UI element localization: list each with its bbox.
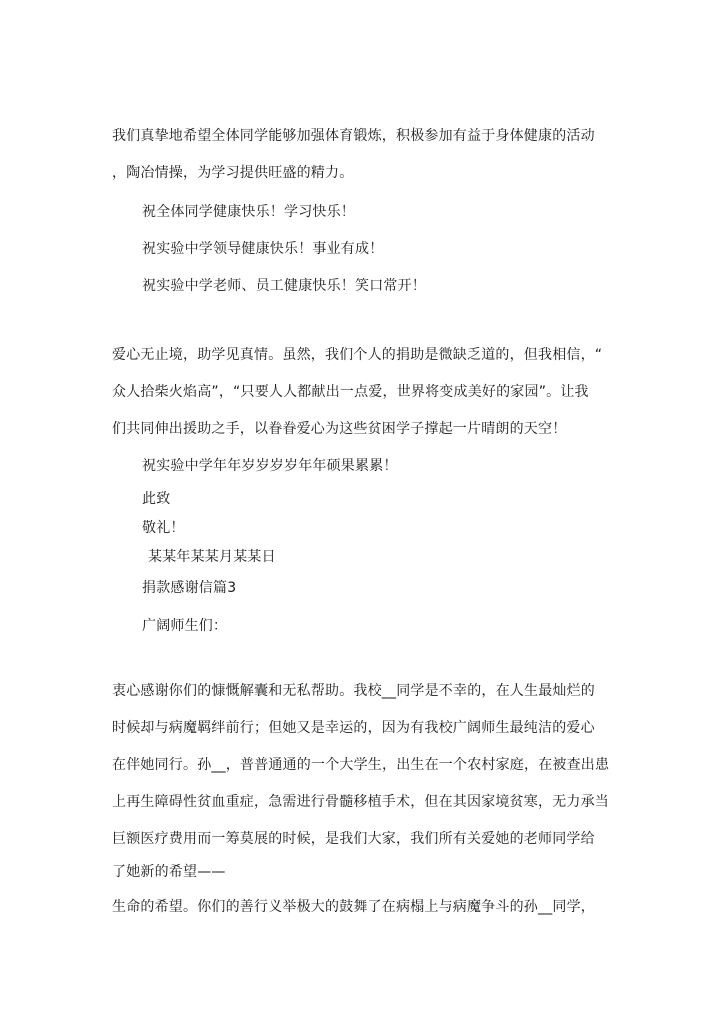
paragraph-line: 衷心感谢你们的慷慨解囊和无私帮助。我校__同学是不幸的，在人生最灿烂的 xyxy=(112,683,595,699)
paragraph-line: 我们真挚地希望全体同学能够加强体育锻炼，积极参加有益于身体健康的活动 xyxy=(112,128,595,144)
paragraph-line: 生命的希望。你们的善行义举极大的鼓舞了在病榻上与病魔争斗的孙__同学， xyxy=(112,899,595,915)
section-title: 捐款感谢信篇3 xyxy=(142,580,237,596)
paragraph-line: 在伴她同行。孙__，普普通通的一个大学生，出生在一个农村家庭，在被查出患 xyxy=(112,757,610,773)
wish-line: 祝全体同学健康快乐！学习快乐！ xyxy=(142,204,355,220)
closing-line: 敬礼！ xyxy=(142,520,185,536)
paragraph-line: 时候却与病魔羁绊前行；但她又是幸运的，因为有我校广阔师生最纯洁的爱心 xyxy=(112,720,595,736)
wish-line: 祝实验中学老师、员工健康快乐！笑口常开！ xyxy=(142,278,426,294)
date-line: 某某年某某月某某日 xyxy=(148,549,276,565)
paragraph-line: 了她新的希望—— xyxy=(112,864,226,880)
paragraph-line: ，陶冶情操，为学习提供旺盛的精力。 xyxy=(112,165,354,181)
salutation: 广阔师生们： xyxy=(142,618,228,634)
wish-line: 祝实验中学年年岁岁岁岁年年硕果累累！ xyxy=(142,458,398,474)
paragraph-line: 众人拾柴火焰高”，“只要人人都献出一点爱，世界将变成美好的家园”。让我 xyxy=(112,384,589,400)
paragraph-line: 爱心无止境，助学见真情。虽然，我们个人的捐助是微缺乏道的，但我相信，“ xyxy=(112,347,603,363)
paragraph-line: 上再生障碍性贫血重症，急需进行骨髓移植手术，但在其因家境贫寒，无力承当 xyxy=(112,794,609,810)
paragraph-line: 巨额医疗费用而一筹莫展的时候，是我们大家，我们所有关爱她的老师同学给 xyxy=(112,831,595,847)
paragraph-line: 们共同伸出援助之手，以眷眷爱心为这些贫困学子撑起一片晴朗的天空！ xyxy=(112,421,567,437)
closing-line: 此致 xyxy=(142,491,171,507)
wish-line: 祝实验中学领导健康快乐！事业有成！ xyxy=(142,241,384,257)
